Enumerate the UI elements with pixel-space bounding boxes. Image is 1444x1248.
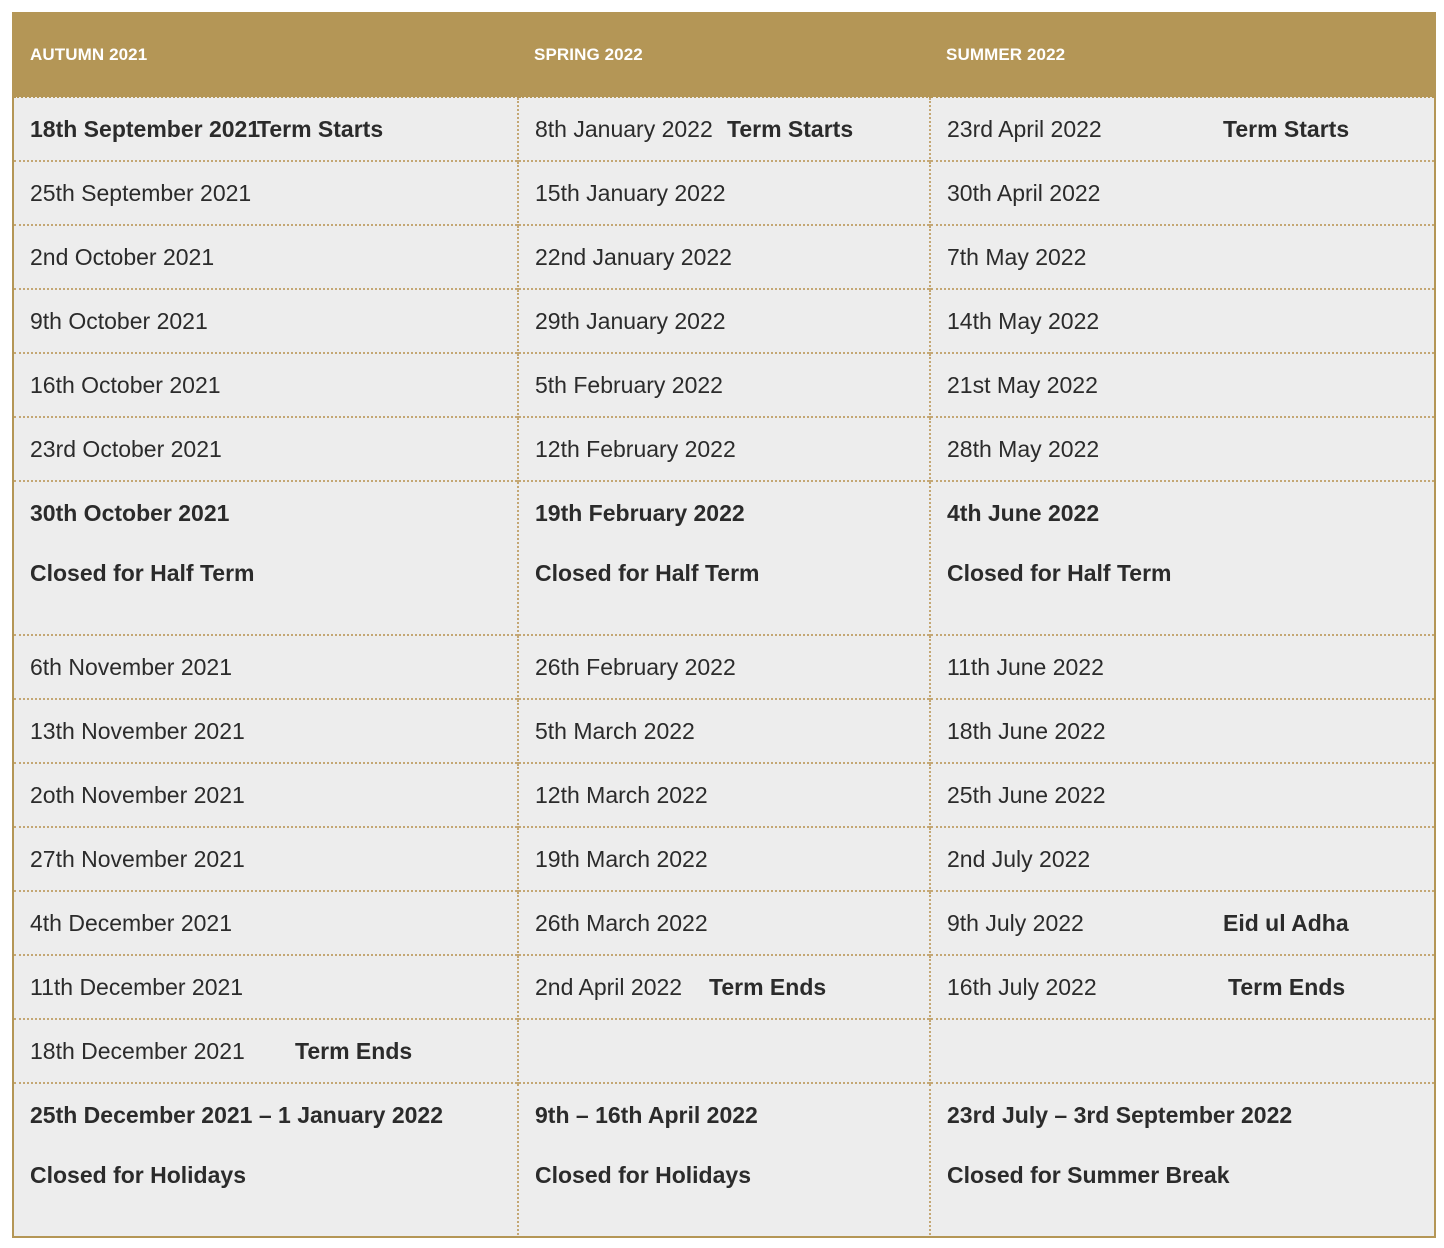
table-row (14, 353, 1434, 417)
closure-note: Closed for Half Term (947, 560, 1172, 586)
table-row (14, 225, 1434, 289)
table-cell (518, 1083, 930, 1238)
table-row (14, 699, 1434, 763)
table-row (14, 1019, 1434, 1083)
date-text: 27th November 2021 (30, 846, 245, 872)
date-text: 23rd October 2021 (30, 436, 222, 462)
date-text: 30th April 2022 (947, 180, 1101, 206)
date-text: 9th July 2022 (947, 910, 1084, 936)
table-cell (518, 97, 930, 161)
table-row (14, 481, 1434, 635)
table-cell (930, 225, 1434, 289)
header-row (14, 14, 1434, 97)
date-text: 28th May 2022 (947, 436, 1100, 462)
table-row (14, 97, 1434, 161)
term-tag: Term Starts (727, 116, 854, 142)
table-cell (14, 289, 518, 353)
date-text: 19th March 2022 (535, 846, 708, 872)
date-text: 11th June 2022 (947, 654, 1104, 680)
table-cell (14, 1019, 518, 1083)
header-autumn: AUTUMN 2021 (14, 14, 518, 97)
table-cell (930, 481, 1434, 635)
table-cell (14, 827, 518, 891)
table-cell (14, 225, 518, 289)
table-cell (930, 763, 1434, 827)
table-cell (518, 353, 930, 417)
table-cell (518, 827, 930, 891)
date-text: 7th May 2022 (947, 244, 1087, 270)
table-cell (930, 635, 1434, 699)
date-text: 30th October 2021 (30, 500, 230, 526)
term-tag: Term Ends (295, 1038, 413, 1064)
table-row (14, 891, 1434, 955)
date-text: 25th September 2021 (30, 180, 252, 206)
table-cell (518, 481, 930, 635)
date-text: 23rd July – 3rd September 2022 (947, 1102, 1293, 1128)
table-cell (14, 161, 518, 225)
date-text: 12th February 2022 (535, 436, 736, 462)
date-text: 16th October 2021 (30, 372, 221, 398)
date-text: 19th February 2022 (535, 500, 745, 526)
table-cell (14, 481, 518, 635)
date-text: 15th January 2022 (535, 180, 726, 206)
header-spring: SPRING 2022 (518, 14, 930, 97)
date-text: 29th January 2022 (535, 308, 726, 334)
table-cell (930, 891, 1434, 955)
date-text: 26th February 2022 (535, 654, 736, 680)
table-cell (930, 289, 1434, 353)
date-text: 21st May 2022 (947, 372, 1098, 398)
closure-note: Closed for Half Term (30, 560, 255, 586)
date-text: 8th January 2022 (535, 116, 713, 142)
header-summer: SUMMER 2022 (930, 14, 1434, 97)
table-cell (14, 417, 518, 481)
closure-note: Closed for Holidays (535, 1162, 751, 1188)
table-row (14, 827, 1434, 891)
table-body (14, 97, 1434, 1238)
term-tag: Term Ends (709, 974, 827, 1000)
table-row (14, 289, 1434, 353)
date-text: 18th September 2021 (30, 116, 261, 142)
table-cell (14, 1083, 518, 1238)
table-row (14, 955, 1434, 1019)
table-cell (14, 891, 518, 955)
date-text: 11th December 2021 (30, 974, 244, 1000)
term-tag: Term Starts (1223, 116, 1350, 142)
date-text: 2nd April 2022 (535, 974, 683, 1000)
date-text: 13th November 2021 (30, 718, 245, 744)
table-row (14, 763, 1434, 827)
date-text: 14th May 2022 (947, 308, 1100, 334)
table-cell (930, 417, 1434, 481)
date-text: 5th March 2022 (535, 718, 695, 744)
table-cell (14, 955, 518, 1019)
table-row (14, 417, 1434, 481)
date-text: 5th February 2022 (535, 372, 723, 398)
table-cell (930, 1083, 1434, 1238)
table-cell (518, 891, 930, 955)
date-text: 18th June 2022 (947, 718, 1106, 744)
table-row (14, 635, 1434, 699)
date-text: 25th June 2022 (947, 782, 1106, 808)
closure-note: Closed for Holidays (30, 1162, 246, 1188)
date-text: 25th December 2021 – 1 January 2022 (30, 1102, 443, 1128)
term-dates-table-frame (12, 12, 1436, 1238)
date-text: 9th – 16th April 2022 (535, 1102, 758, 1128)
date-text: 6th November 2021 (30, 654, 233, 680)
table-cell (14, 699, 518, 763)
table-cell (14, 635, 518, 699)
table-cell (518, 635, 930, 699)
table-cell (930, 699, 1434, 763)
table-row (14, 161, 1434, 225)
term-tag: Eid ul Adha (1223, 910, 1349, 936)
table-cell (930, 161, 1434, 225)
table-cell (930, 1019, 1434, 1083)
table-cell (518, 955, 930, 1019)
date-text: 22nd January 2022 (535, 244, 732, 270)
table-cell (930, 97, 1434, 161)
term-tag: Term Starts (257, 116, 384, 142)
table-cell (930, 955, 1434, 1019)
table-cell (518, 161, 930, 225)
table-cell (518, 417, 930, 481)
table-cell (14, 353, 518, 417)
table-row (14, 1083, 1434, 1238)
date-text: 4th December 2021 (30, 910, 233, 936)
date-text: 12th March 2022 (535, 782, 708, 808)
table-cell (930, 353, 1434, 417)
term-dates-table (14, 14, 1434, 1238)
closure-note: Closed for Summer Break (947, 1162, 1230, 1188)
date-text: 16th July 2022 (947, 974, 1097, 1000)
closure-note: Closed for Half Term (535, 560, 760, 586)
table-cell (518, 763, 930, 827)
date-text: 4th June 2022 (947, 500, 1100, 526)
table-cell (518, 699, 930, 763)
table-cell (14, 97, 518, 161)
table-cell (930, 827, 1434, 891)
date-text: 2nd July 2022 (947, 846, 1091, 872)
table-cell (518, 1019, 930, 1083)
date-text: 26th March 2022 (535, 910, 708, 936)
table-cell (14, 763, 518, 827)
date-text: 23rd April 2022 (947, 116, 1102, 142)
date-text: 9th October 2021 (30, 308, 208, 334)
term-tag: Term Ends (1228, 974, 1346, 1000)
date-text: 18th December 2021 (30, 1038, 245, 1064)
table-cell (518, 225, 930, 289)
table-cell (518, 289, 930, 353)
date-text: 2oth November 2021 (30, 782, 245, 808)
date-text: 2nd October 2021 (30, 244, 215, 270)
